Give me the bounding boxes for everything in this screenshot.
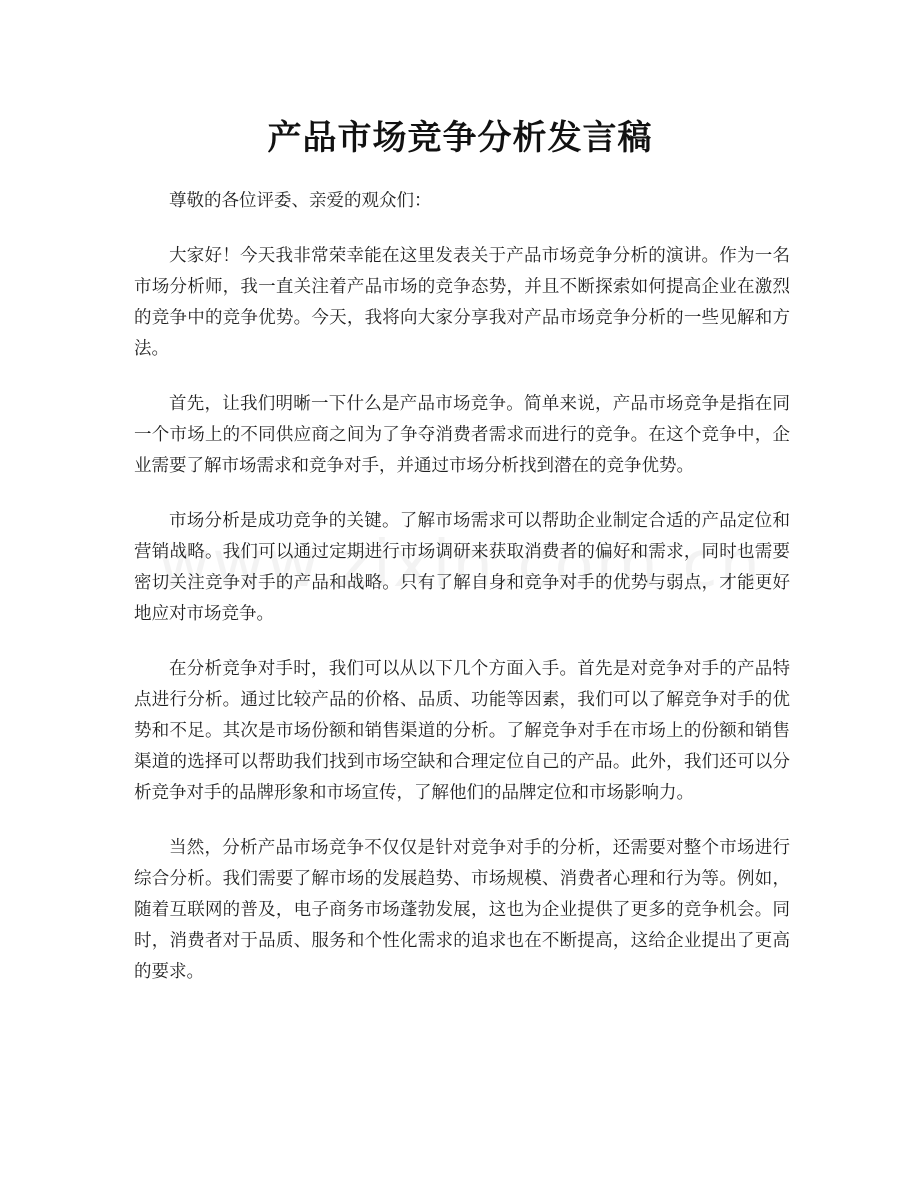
paragraph: 首先，让我们明晰一下什么是产品市场竞争。简单来说，产品市场竞争是指在同一个市场上的不同供应商之间为了争夺消费者需求而进行的竞争。在这个竞争中，企业需要了解市场需求和竞争对手，并通过市场分析找到潜在的竞争优势。 [134, 394, 790, 476]
paragraph: 市场分析是成功竞争的关键。了解市场需求可以帮助企业制定合适的产品定位和营销战略。我们可以通过定期进行市场调研来获取消费者的偏好和需求，同时也需要密切关注竞争对手的产品和战略。只有了解自身和竞争对手的优势与弱点，才能更好地应对市场竞争。 [134, 511, 790, 624]
paragraph: 在分析竞争对手时，我们可以从以下几个方面入手。首先是对竞争对手的产品特点进行分析。通过比较产品的价格、品质、功能等因素，我们可以了解竞争对手的优势和不足。其次是市场份额和销售渠道的分析。了解竞争对手在市场上的份额和销售渠道的选择可以帮助我们找到市场空缺和合理定位自己的产品。此外，我们还可以分析竞争对手的品牌形象和市场宣传，了解他们的品牌定位和市场影响力。 [134, 659, 790, 803]
paragraph: 当然，分析产品市场竞争不仅仅是针对竞争对手的分析，还需要对整个市场进行综合分析。我们需要了解市场的发展趋势、市场规模、消费者心理和行为等。例如，随着互联网的普及，电子商务市场蓬勃发展，这也为企业提供了更多的竞争机会。同时，消费者对于品质、服务和个性化需求的追求也在不断提高，这给企业提出了更高的要求。 [134, 838, 790, 982]
paragraph: 大家好！今天我非常荣幸能在这里发表关于产品市场竞争分析的演讲。作为一名市场分析师，我一直关注着产品市场的竞争态势，并且不断探索如何提高企业在激烈的竞争中的竞争优势。今天，我将向大家分享我对产品市场竞争分析的一些见解和方法。 [134, 246, 790, 359]
paragraph-salutation: 尊敬的各位评委、亲爱的观众们： [169, 191, 432, 211]
page-title: 产品市场竞争分析发言稿 [267, 118, 653, 158]
document-body [134, 186, 790, 1012]
